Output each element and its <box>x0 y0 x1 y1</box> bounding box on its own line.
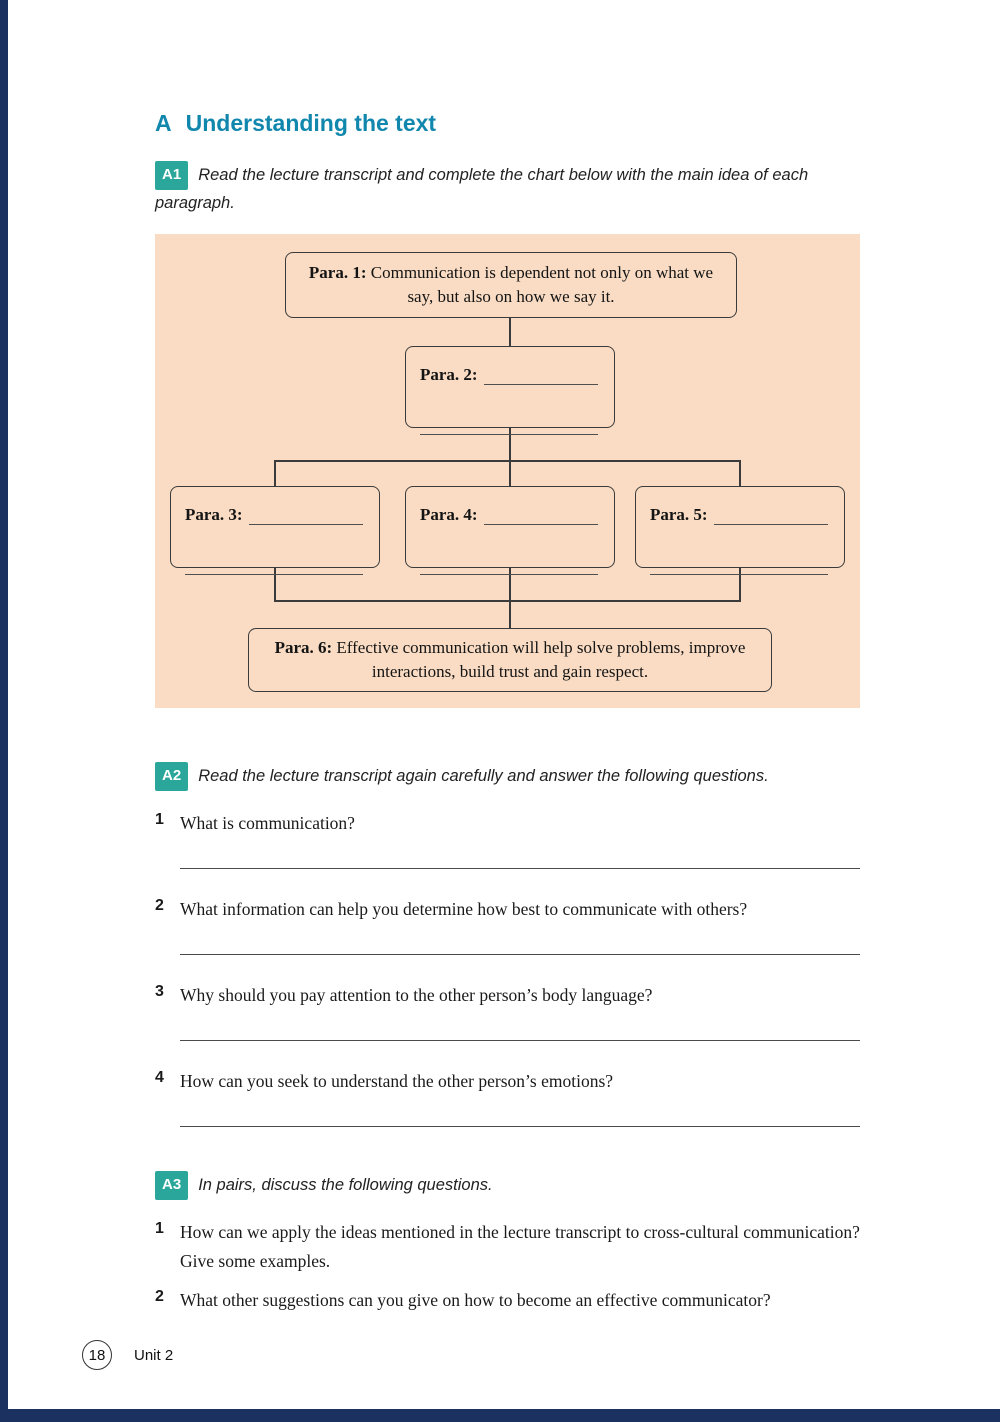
a3-badge: A3 <box>155 1171 188 1200</box>
para4-box <box>405 486 615 568</box>
a1-instruction-text: Read the lecture transcript and complete the chart below with the main idea of each paragraph. <box>155 166 809 212</box>
question-number: 2 <box>155 1287 164 1305</box>
para6-box <box>248 628 772 692</box>
para4-blank-line <box>484 505 598 525</box>
para2-label: Para. 2: <box>420 365 478 385</box>
para3-row2 <box>185 551 365 575</box>
section-title-text: Understanding the text <box>185 110 437 136</box>
para1-label: Para. 1: <box>308 262 367 282</box>
para5-blank-line <box>714 505 828 525</box>
para2-row2 <box>420 411 600 435</box>
question-number: 2 <box>155 897 164 915</box>
page-edge-bottom <box>0 1409 1000 1422</box>
a2-question-4 <box>155 1067 860 1096</box>
a2-section <box>155 762 860 1127</box>
para4-row <box>420 501 600 525</box>
question-number: 3 <box>155 983 164 1001</box>
para3-row <box>185 501 365 525</box>
answer-blank-line <box>180 1040 860 1041</box>
question-text: What information can help you determine how best to communicate with others? <box>180 899 748 920</box>
connector-line <box>739 462 741 486</box>
page-edge-left <box>0 0 8 1422</box>
para1-text <box>304 261 718 310</box>
section-title <box>155 110 860 137</box>
question-text: What other suggestions can you give on how to become an effective communicator? <box>180 1289 771 1310</box>
para2-blank-line2 <box>420 415 598 435</box>
para6-text <box>267 636 753 685</box>
paragraph-flow-chart <box>155 234 860 708</box>
a2-question-2 <box>155 895 860 924</box>
question-number: 1 <box>155 811 164 829</box>
connector-line <box>274 460 741 462</box>
para3-blank-line <box>249 505 363 525</box>
connector-line <box>274 600 741 602</box>
a3-question-2 <box>155 1286 860 1315</box>
a1-instruction-row <box>155 161 860 216</box>
connector-line <box>509 462 511 486</box>
a3-instruction-text: In pairs, discuss the following questions. <box>198 1175 493 1194</box>
para5-blank-line2 <box>650 555 828 575</box>
a3-question-1 <box>155 1218 860 1276</box>
para5-row <box>650 501 830 525</box>
page-content <box>155 110 860 1325</box>
question-text: What is communication? <box>180 813 355 834</box>
connector-line <box>274 462 276 486</box>
answer-blank-line <box>180 1126 860 1127</box>
unit-label: Unit 2 <box>134 1346 174 1364</box>
a3-section <box>155 1171 860 1315</box>
answer-blank-line <box>180 954 860 955</box>
connector-line <box>509 318 511 346</box>
a3-instruction-row <box>155 1171 860 1200</box>
para5-label: Para. 5: <box>650 505 708 525</box>
question-text: Why should you pay attention to the other person’s body language? <box>180 985 653 1006</box>
para2-row <box>420 361 600 385</box>
para1-main-text: Communication is dependent not only on what we say, but also on how we say it. <box>370 262 714 307</box>
question-number: 1 <box>155 1219 164 1237</box>
para3-label: Para. 3: <box>185 505 243 525</box>
para3-blank-line2 <box>185 555 363 575</box>
para1-box <box>285 252 737 318</box>
para4-label: Para. 4: <box>420 505 478 525</box>
para5-box <box>635 486 845 568</box>
para2-blank-line <box>484 365 598 385</box>
a1-badge: A1 <box>155 161 188 190</box>
question-text: How can we apply the ideas mentioned in the lecture transcript to cross-cultural communication? Give some examples. <box>180 1221 860 1271</box>
section-letter: A <box>155 110 172 136</box>
page-number-badge: 18 <box>82 1340 112 1370</box>
a2-question-1 <box>155 809 860 838</box>
para6-main-text: Effective communication will help solve problems, improve interactions, build trust and gain respect. <box>336 637 746 682</box>
a2-instruction-text: Read the lecture transcript again carefully and answer the following questions. <box>198 767 769 786</box>
a2-badge: A2 <box>155 762 188 791</box>
para4-blank-line2 <box>420 555 598 575</box>
question-text: How can you seek to understand the other person’s emotions? <box>180 1071 614 1092</box>
question-number: 4 <box>155 1069 164 1087</box>
connector-line <box>509 602 511 628</box>
para2-box <box>405 346 615 428</box>
para3-box <box>170 486 380 568</box>
answer-blank-line <box>180 868 860 869</box>
a2-question-3 <box>155 981 860 1010</box>
para4-row2 <box>420 551 600 575</box>
para6-label: Para. 6: <box>274 637 333 657</box>
page-footer <box>82 1340 173 1370</box>
para5-row2 <box>650 551 830 575</box>
a2-instruction-row <box>155 762 860 791</box>
